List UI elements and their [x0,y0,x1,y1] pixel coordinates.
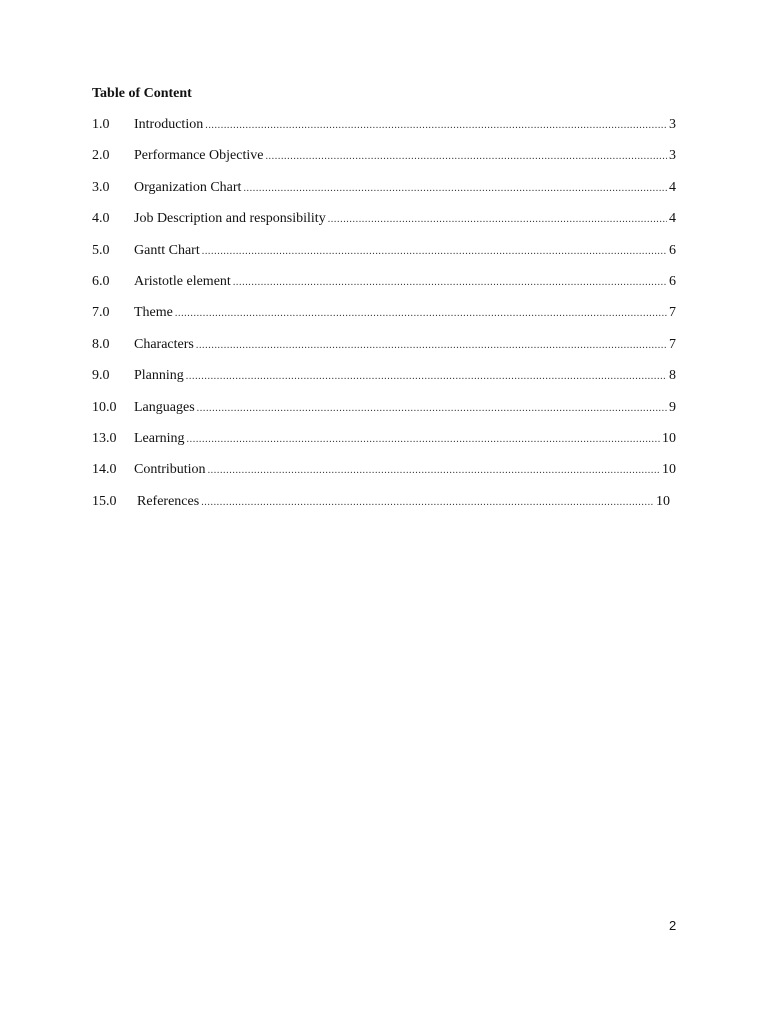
toc-dot-leader [265,148,667,166]
toc-entry-page: 3 [669,148,676,164]
toc-entry-number: 15.0 [92,493,117,509]
toc-dot-leader [243,180,667,198]
toc-entry-number: 4.0 [92,211,110,227]
toc-dot-leader [197,400,667,418]
toc-entry-gantt-chart [92,242,676,273]
toc-entry-label: Organization Chart [134,179,242,195]
toc-entry-label: Job Description and responsibility [134,211,326,227]
toc-entry-page: 7 [669,305,676,321]
toc-entry-label: Planning [134,368,184,384]
toc-entry-label: Languages [134,399,195,415]
toc-entry-number: 10.0 [92,399,117,415]
toc-entry-number: 6.0 [92,273,110,289]
toc-entry-page: 9 [669,399,676,415]
toc-entry-page: 4 [669,211,676,227]
toc-entry-number: 5.0 [92,242,110,258]
toc-entry-learning [92,430,676,461]
toc-entry-page: 6 [669,242,676,258]
toc-entry-page: 7 [669,336,676,352]
toc-title: Table of Content [92,86,192,101]
toc-entry-organization-chart [92,179,676,210]
toc-dot-leader [196,337,667,355]
toc-entry-number: 7.0 [92,305,110,321]
toc-entry-label: Performance Objective [134,148,264,164]
toc-dot-leader [328,211,667,229]
toc-entry-label: Theme [134,305,173,321]
toc-entry-contribution [92,461,676,492]
toc-dot-leader [201,494,654,512]
toc-entry-planning [92,367,676,398]
toc-dot-leader [205,117,667,135]
toc-entry-performance-objective [92,147,676,178]
toc-entry-page: 3 [669,117,676,132]
page-number: 2 [669,918,677,933]
toc-entry-languages [92,399,676,430]
toc-entry-label: Introduction [134,117,204,132]
toc-entry-label: Gantt Chart [134,242,200,258]
toc-dot-leader [187,431,660,449]
toc-entry-page: 10 [662,430,676,446]
toc-dot-leader [175,305,667,323]
toc-entry-label: Characters [134,336,194,352]
toc-entry-number: 2.0 [92,148,110,164]
toc-entry-job-description [92,210,676,241]
toc-entry-number: 1.0 [92,117,110,132]
toc-entry-number: 14.0 [92,462,117,478]
toc-entry-label: Learning [134,430,185,446]
toc-dot-leader [233,274,667,292]
toc-entry-page: 4 [669,179,676,195]
toc-entry-page: 6 [669,273,676,289]
toc-entry-page: 8 [669,368,676,384]
toc-dot-leader [186,368,667,386]
toc-entry-number: 13.0 [92,430,117,446]
toc-entry-label: Aristotle element [134,273,231,289]
toc-entry-label: Contribution [134,462,206,478]
toc-entry-number: 9.0 [92,368,110,384]
toc-entry-number: 8.0 [92,336,110,352]
toc-entry-references [92,493,670,524]
toc-entry-introduction [92,116,676,147]
toc-list [92,116,676,524]
toc-dot-leader [202,243,667,261]
toc-entry-aristotle-element [92,273,676,304]
toc-entry-number: 3.0 [92,179,110,195]
toc-dot-leader [208,462,660,480]
toc-entry-page: 10 [662,462,676,478]
toc-entry-label: References [137,493,200,509]
toc-entry-characters [92,336,676,367]
toc-entry-theme [92,304,676,335]
toc-entry-page: 10 [656,493,670,509]
